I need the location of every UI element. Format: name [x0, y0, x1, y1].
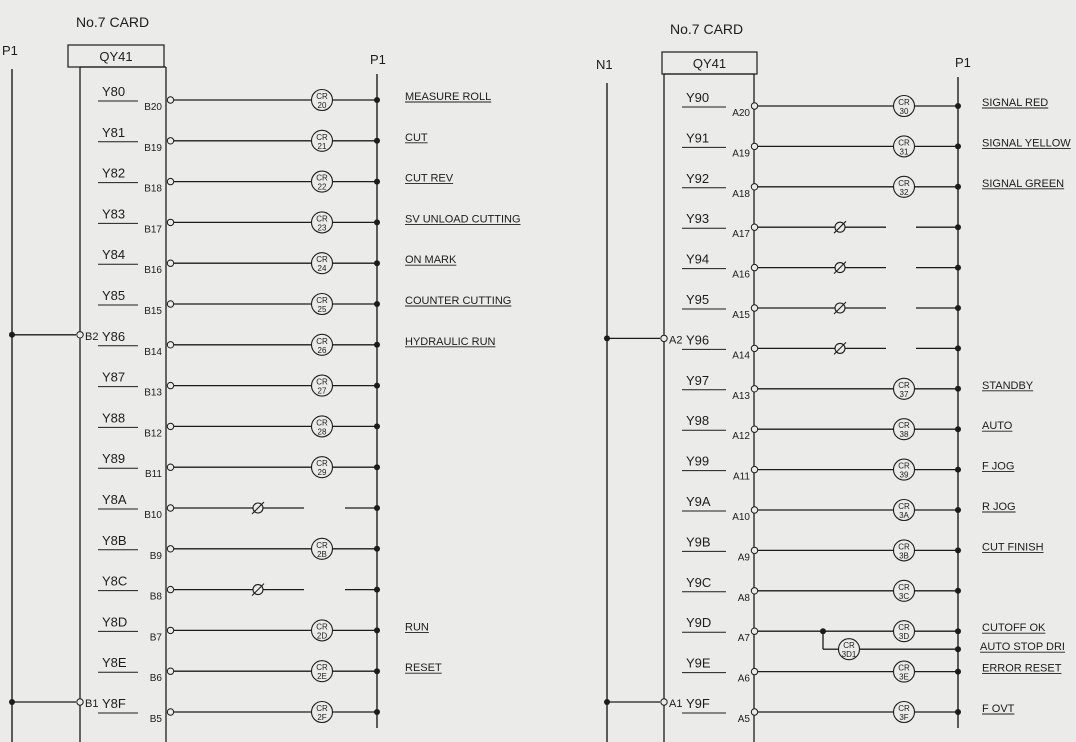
output-address: Y90 [686, 90, 710, 105]
rail-junction-dot [374, 505, 380, 511]
output-terminal [751, 507, 757, 513]
output-description: SV UNLOAD CUTTING [405, 213, 521, 226]
relay-coil-prefix: CR [898, 421, 910, 431]
output-address: Y94 [686, 251, 710, 267]
terminal-pin-label: A14 [732, 350, 750, 362]
rail-junction-dot [374, 179, 380, 185]
output-terminal [751, 466, 757, 472]
output-description: AUTO [982, 420, 1013, 433]
output-terminal [167, 505, 173, 511]
output-address: Y80 [102, 84, 126, 99]
rail-junction-dot [374, 342, 380, 348]
output-description: CUT REV [405, 172, 454, 185]
left-rail-label: N1 [596, 57, 613, 72]
output-description: F JOG [982, 460, 1015, 473]
rail-junction-dot [955, 143, 961, 149]
rail-junction-dot [955, 669, 961, 675]
terminal-pin-label: A18 [732, 188, 750, 200]
output-address: Y82 [102, 165, 126, 181]
rail-junction-dot [955, 386, 961, 392]
relay-coil-prefix: CR [898, 663, 910, 673]
relay-coil-prefix: CR [898, 582, 910, 592]
rail-junction-dot [955, 184, 961, 190]
rail-junction-dot [374, 97, 380, 103]
output-terminal [751, 547, 757, 553]
output-terminal [751, 143, 757, 149]
terminal-pin-label: A11 [732, 471, 750, 483]
relay-coil-prefix: CR [898, 178, 910, 188]
rail-junction-dot [374, 301, 380, 307]
output-address: Y9A [686, 494, 711, 509]
relay-number: 20 [317, 101, 327, 110]
relay-number: 37 [899, 389, 909, 399]
output-address: Y99 [686, 453, 710, 469]
relay-coil-prefix: CR [898, 704, 910, 713]
output-description: COUNTER CUTTING [405, 295, 512, 307]
relay-coil-prefix: CR [316, 622, 328, 632]
rail-junction-dot [955, 467, 961, 473]
rail-junction-dot [955, 507, 961, 513]
relay-number: 3D [898, 632, 910, 642]
terminal-pin-label: A15 [732, 310, 750, 321]
right-rail-label: P1 [370, 52, 386, 67]
terminal-pin-label: A12 [732, 431, 750, 443]
terminal-pin-label: A17 [732, 229, 750, 241]
output-terminal [167, 260, 173, 266]
terminal-pin-label: B15 [144, 306, 162, 317]
rail-junction-dot [374, 627, 380, 633]
relay-number: 28 [317, 427, 327, 437]
relay-number: 32 [899, 187, 909, 197]
terminal-pin-label: A13 [732, 390, 750, 402]
output-terminal [167, 709, 173, 715]
aux-relay-coil-prefix: CR [843, 641, 855, 651]
common-junction-dot [604, 699, 610, 705]
terminal-pin-label: A20 [732, 108, 750, 119]
relay-number: 3F [899, 713, 909, 722]
terminal-pin-label: A16 [732, 269, 750, 281]
relay-number: 2D [316, 631, 328, 641]
relay-number: 27 [317, 386, 327, 396]
output-address: Y9F [686, 696, 710, 711]
output-address: Y8C [102, 573, 128, 589]
rail-junction-dot [374, 383, 380, 389]
relay-number: 3C [898, 591, 910, 601]
output-terminal [751, 628, 757, 634]
output-description: SIGNAL GREEN [982, 177, 1065, 190]
output-address: Y91 [686, 130, 710, 146]
output-address: Y98 [686, 413, 710, 429]
output-terminal [751, 184, 757, 190]
output-description: CUTOFF OK [982, 622, 1046, 635]
output-address: Y84 [102, 247, 126, 263]
relay-coil-prefix: CR [316, 459, 328, 469]
card-title: No.7 CARD [76, 14, 150, 30]
relay-coil-prefix: CR [898, 542, 910, 552]
output-terminal [167, 301, 173, 307]
output-terminal [751, 345, 757, 351]
terminal-pin-label: B8 [149, 591, 162, 603]
output-terminal [751, 264, 757, 270]
common-pin-label: A1 [669, 698, 683, 710]
rail-junction-dot [374, 423, 380, 429]
output-address: Y88 [102, 410, 126, 426]
rail-junction-dot [955, 588, 961, 594]
relay-coil-prefix: CR [316, 173, 328, 183]
terminal-pin-label: B16 [144, 265, 162, 277]
output-terminal [167, 97, 173, 103]
rail-junction-dot [374, 219, 380, 225]
relay-number: 29 [317, 468, 327, 478]
rail-junction-dot [955, 547, 961, 553]
relay-coil-prefix: CR [316, 418, 328, 428]
output-terminal [751, 709, 757, 715]
output-terminal [751, 386, 757, 392]
output-terminal [167, 586, 173, 592]
output-address: Y83 [102, 206, 126, 222]
relay-coil-prefix: CR [316, 377, 328, 387]
rail-junction-dot [955, 709, 961, 715]
terminal-pin-label: B10 [144, 510, 162, 521]
rail-junction-dot [955, 103, 961, 109]
rail-junction-dot [374, 546, 380, 552]
aux-output-description: AUTO STOP DRI [980, 641, 1065, 654]
output-address: Y85 [102, 288, 126, 303]
output-address: Y92 [686, 170, 710, 186]
terminal-pin-label: B19 [144, 142, 162, 154]
common-pin-label: B1 [85, 698, 99, 710]
left-rail-label: P1 [2, 43, 18, 58]
output-terminal [751, 305, 757, 311]
terminal-pin-label: A19 [732, 148, 750, 160]
terminal-pin-label: B17 [144, 224, 162, 236]
common-terminal [77, 332, 83, 338]
terminal-pin-label: A10 [732, 512, 750, 523]
common-junction-dot [604, 335, 610, 341]
relay-coil-prefix: CR [316, 92, 328, 101]
output-terminal [751, 224, 757, 230]
relay-number: 31 [899, 147, 909, 157]
common-terminal [661, 335, 667, 341]
right-rail-label: P1 [955, 55, 971, 70]
output-terminal [167, 138, 173, 144]
relay-coil-prefix: CR [316, 540, 328, 550]
output-address: Y96 [686, 332, 710, 348]
relay-coil-prefix: CR [898, 623, 910, 633]
rail-junction-dot [955, 646, 961, 652]
relay-coil-prefix: CR [316, 255, 328, 265]
output-terminal [167, 668, 173, 674]
relay-number: 30 [899, 107, 909, 116]
output-terminal [167, 464, 173, 470]
output-description: ERROR RESET [982, 662, 1062, 675]
output-address: Y9B [686, 534, 711, 550]
relay-number: 38 [899, 430, 909, 440]
relay-number: 3E [899, 672, 909, 682]
output-address: Y8B [102, 532, 127, 548]
terminal-pin-label: A8 [737, 592, 750, 604]
output-terminal [167, 342, 173, 348]
output-terminal [167, 627, 173, 633]
rail-junction-dot [374, 587, 380, 593]
relay-coil-prefix: CR [316, 663, 328, 673]
common-junction-dot [9, 699, 15, 705]
relay-number: 24 [317, 264, 327, 274]
output-terminal [167, 382, 173, 388]
terminal-pin-label: A5 [737, 714, 750, 725]
rail-junction-dot [955, 426, 961, 432]
output-description: CUT [405, 131, 428, 144]
output-description: SIGNAL YELLOW [982, 137, 1071, 150]
relay-coil-prefix: CR [898, 138, 910, 148]
output-description: MEASURE ROLL [405, 91, 492, 103]
output-address: Y95 [686, 292, 710, 307]
rail-junction-dot [955, 628, 961, 634]
terminal-pin-label: A7 [737, 633, 750, 645]
terminal-pin-label: A9 [737, 552, 750, 564]
module-label: QY41 [99, 49, 133, 64]
terminal-pin-label: A6 [737, 673, 750, 685]
aux-relay-number: 3D1 [841, 650, 857, 660]
output-address: Y97 [686, 372, 710, 388]
relay-number: 22 [317, 182, 327, 192]
relay-number: 3A [899, 511, 909, 520]
relay-coil-prefix: CR [316, 704, 328, 713]
output-address: Y9D [686, 615, 712, 631]
terminal-pin-label: B7 [149, 632, 162, 644]
rail-junction-dot [374, 464, 380, 470]
output-description: RUN [405, 621, 429, 634]
output-description: R JOG [982, 501, 1016, 513]
terminal-pin-label: B9 [149, 550, 162, 562]
relay-number: 39 [899, 470, 909, 480]
terminal-pin-label: B5 [149, 714, 162, 725]
common-terminal [661, 699, 667, 705]
relay-coil-prefix: CR [898, 461, 910, 471]
rail-junction-dot [955, 345, 961, 351]
output-address: Y8F [102, 696, 126, 711]
terminal-pin-label: B18 [144, 183, 162, 195]
output-description: SIGNAL RED [982, 97, 1049, 109]
output-terminal [167, 546, 173, 552]
relay-number: 21 [317, 141, 327, 151]
relay-number: 2B [317, 549, 327, 559]
output-terminal [751, 103, 757, 109]
output-address: Y8D [102, 614, 128, 630]
output-address: Y93 [686, 211, 710, 227]
common-pin-label: B2 [85, 330, 99, 343]
terminal-pin-label: B14 [144, 346, 162, 358]
output-terminal [167, 423, 173, 429]
rail-junction-dot [374, 138, 380, 144]
output-address: Y86 [102, 328, 126, 344]
rail-junction-dot [955, 265, 961, 271]
output-terminal [167, 178, 173, 184]
relay-coil-prefix: CR [898, 98, 910, 107]
output-address: Y9C [686, 574, 712, 590]
relay-number: 23 [317, 223, 327, 233]
terminal-pin-label: B20 [144, 102, 162, 113]
terminal-pin-label: B13 [144, 387, 162, 399]
output-address: Y89 [102, 451, 126, 467]
relay-coil-prefix: CR [898, 380, 910, 390]
output-description: CUT FINISH [982, 541, 1044, 554]
output-terminal [751, 588, 757, 594]
output-terminal [751, 668, 757, 674]
rail-junction-dot [374, 260, 380, 266]
output-description: STANDBY [982, 379, 1034, 392]
rail-junction-dot [955, 305, 961, 311]
card-title: No.7 CARD [670, 21, 744, 37]
rail-junction-dot [374, 668, 380, 674]
output-address: Y8E [102, 655, 127, 671]
common-terminal [77, 699, 83, 705]
module-label: QY41 [692, 56, 727, 71]
terminal-pin-label: B11 [144, 469, 162, 481]
relay-number: 3B [899, 551, 909, 561]
output-address: Y8A [102, 492, 127, 507]
common-junction-dot [9, 332, 15, 338]
output-description: HYDRAULIC RUN [405, 335, 496, 348]
terminal-pin-label: B12 [144, 428, 162, 440]
relay-number: 2F [317, 713, 327, 722]
relay-coil-prefix: CR [316, 296, 328, 305]
output-address: Y81 [102, 124, 126, 140]
relay-number: 26 [317, 345, 327, 355]
relay-coil-prefix: CR [316, 336, 328, 346]
output-address: Y87 [102, 369, 126, 385]
relay-coil-prefix: CR [316, 132, 328, 142]
relay-coil-prefix: CR [316, 214, 328, 224]
relay-number: 2E [317, 672, 327, 682]
relay-coil-prefix: CR [898, 502, 910, 511]
rail-junction-dot [955, 224, 961, 230]
output-terminal [751, 426, 757, 432]
terminal-pin-label: B6 [149, 673, 162, 685]
rail-junction-dot [374, 709, 380, 715]
output-description: ON MARK [405, 254, 457, 267]
common-pin-label: A2 [669, 334, 683, 347]
output-description: RESET [405, 662, 442, 675]
output-address: Y9E [686, 655, 711, 671]
output-terminal [167, 219, 173, 225]
relay-number: 25 [317, 305, 327, 314]
output-description: F OVT [982, 703, 1015, 715]
